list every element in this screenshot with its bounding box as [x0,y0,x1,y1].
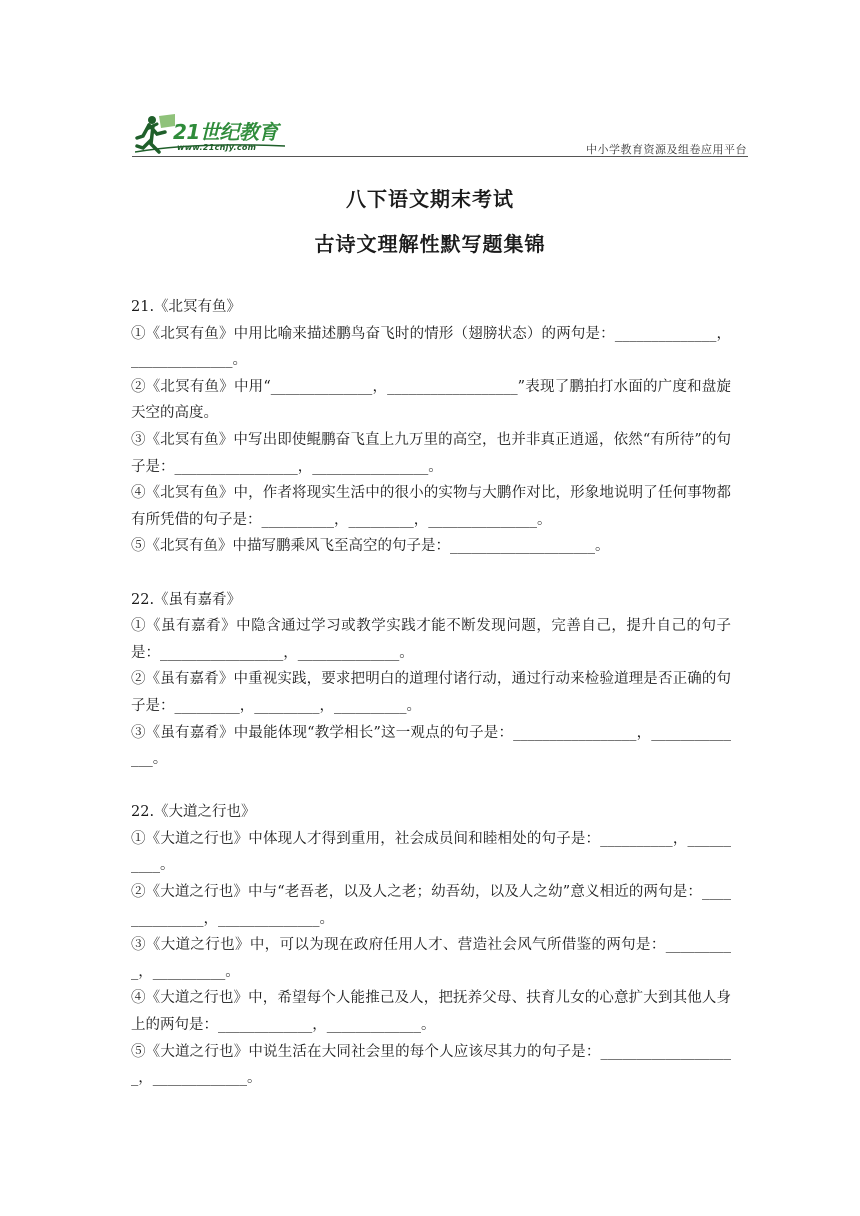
question-item: ②《虽有嘉肴》中重视实践，要求把明白的道理付诸行动，通过行动来检验道理是否正确的句子是：_________，_________，__________。 [131,671,731,714]
question-item: ④《北冥有鱼》中，作者将现实生活中的很小的实物与大鹏作对比，形象地说明了任何事物都有所凭借的句子是：__________，_________，_______________。 [131,485,731,528]
question-item: ⑤《大道之行也》中说生活在大同社会里的每个人应该尽其力的句子是：___________________，_____________。 [131,1043,731,1087]
section-heading: 22.《大道之行也》 [131,804,256,821]
page-title: 八下语文期末考试 [346,187,514,211]
question-item: ③《虽有嘉肴》中最能体现“教学相长”这一观点的句子是：_________________，______________。 [131,724,731,768]
page-subtitle: 古诗文理解性默写题集锦 [314,232,546,256]
question-item: ③《大道之行也》中，可以为现在政府任用人才、营造社会风气所借鉴的两句是：__________，__________。 [131,937,731,980]
section-heading: 22.《虽有嘉肴》 [131,591,242,608]
section-dadaozhixing [131,799,731,1092]
page-header [0,0,860,170]
question-item: ②《北冥有鱼》中用“______________，__________________”表现了鹏拍打水面的广度和盘旋天空的高度。 [131,378,731,422]
logo [135,112,295,158]
question-item: ③《北冥有鱼》中写出即使鲲鹏奋飞直上九万里的高空，也并非真正逍遥，依然“有所待”的句子是：_________________，________________。 [131,431,731,475]
logo-text: 21世纪教育 [173,120,278,144]
question-item: ④《大道之行也》中，希望每个人能推己及人，把抚养父母、扶育儿女的心意扩大到其他人身上的两句是：_____________，_____________。 [131,990,731,1034]
section-suiyoujiayao [131,587,731,773]
header-divider [132,156,748,157]
platform-name: 中小学教育资源及组卷应用平台 [586,143,747,156]
section-heading: 21.《北冥有鱼》 [131,299,242,315]
question-list [131,294,731,1118]
question-item: ①《虽有嘉肴》中隐含通过学习或教学实践才能不断发现问题，完善自己，提升自己的句子是：_________________，______________。 [131,618,731,661]
question-item: ②《大道之行也》中与“老吾老，以及人之老；幼吾幼，以及人之幼”意义相近的两句是：______________，______________。 [131,884,731,927]
logo-url: www.21cnjy.com [177,143,257,152]
section-beiming [131,294,731,560]
question-item: ⑤《北冥有鱼》中描写鹏乘风飞至高空的句子是：____________________。 [131,538,610,555]
question-item: ①《北冥有鱼》中用比喻来描述鹏鸟奋飞时的情形（翅膀状态）的两句是：______________，______________。 [131,325,731,369]
question-item: ①《大道之行也》中体现人才得到重用，社会成员间和睦相处的句子是：__________，__________。 [131,830,731,874]
